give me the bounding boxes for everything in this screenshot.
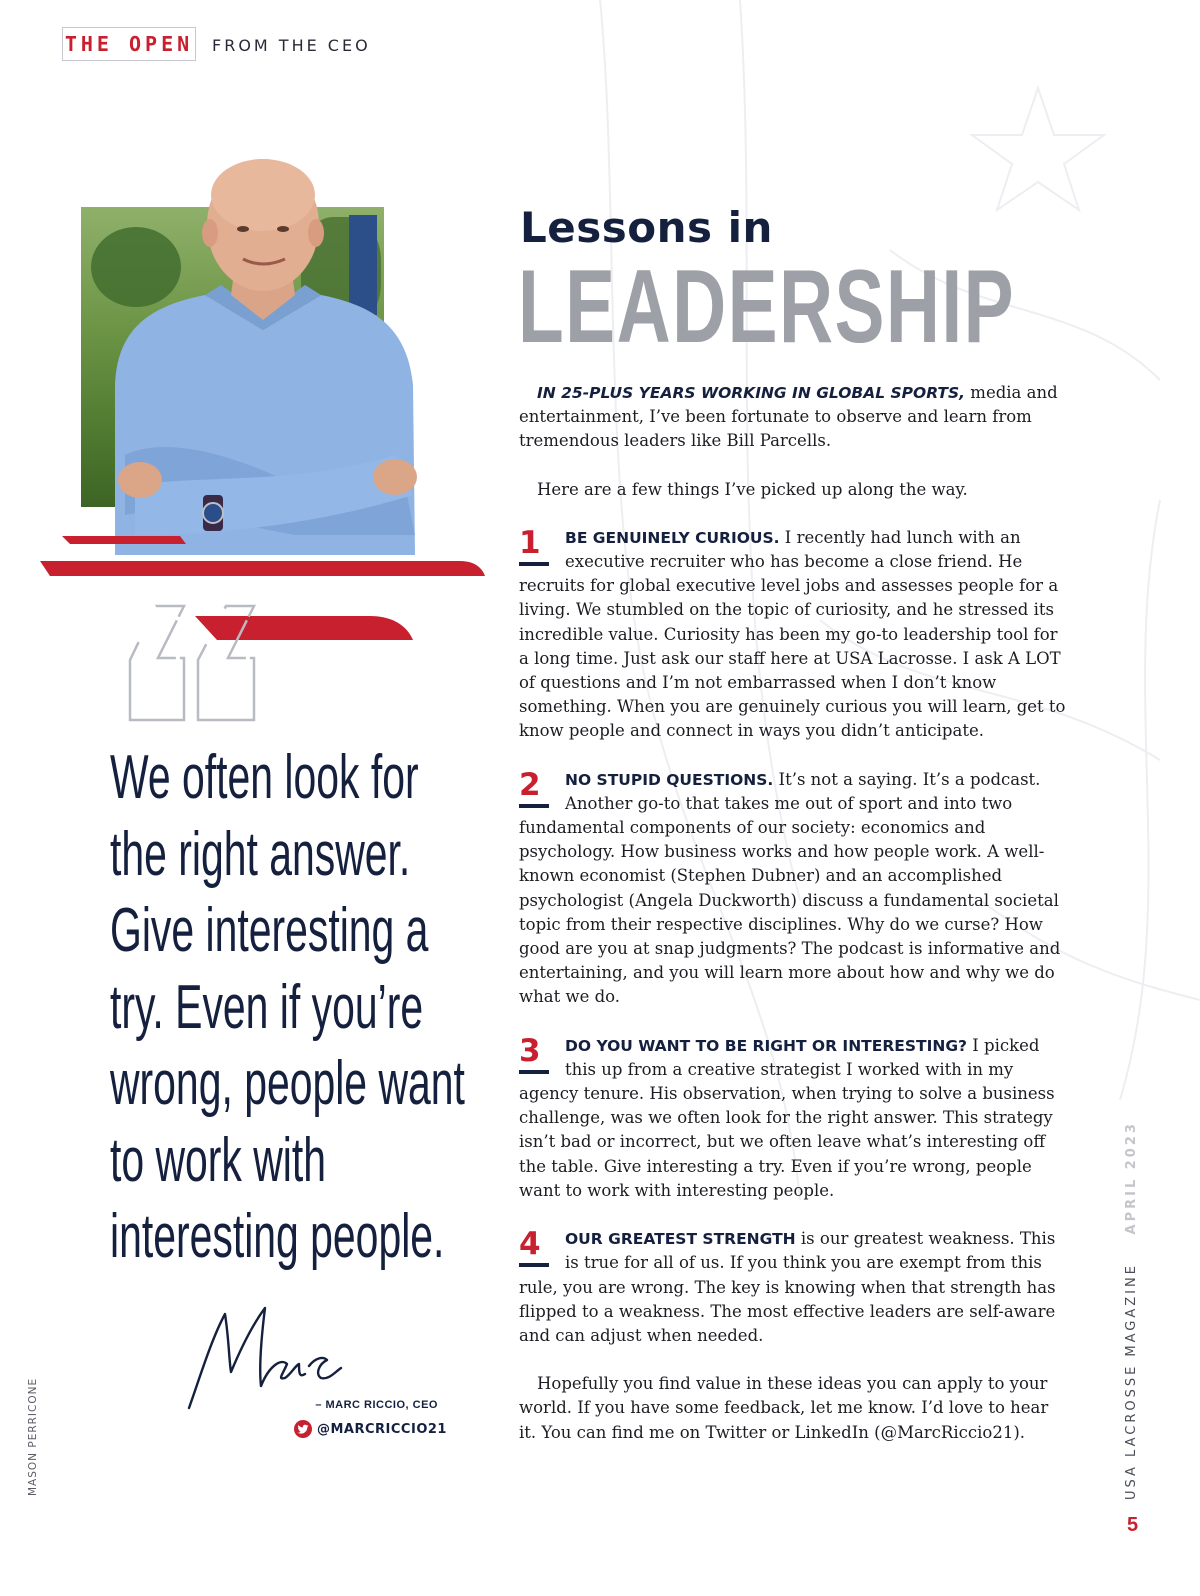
item-number-badge	[519, 1226, 549, 1273]
lead-paragraph	[519, 381, 1070, 454]
item-heading: NO STUPID QUESTIONS.	[565, 770, 774, 789]
list-item	[519, 768, 1070, 1010]
list-item	[519, 1034, 1070, 1203]
pull-quote-line: the right answer.	[110, 819, 411, 889]
issue-date: APRIL 2023	[1124, 1121, 1139, 1235]
pull-quote-line: to work with	[110, 1125, 327, 1195]
pull-quote-line: interesting people.	[110, 1202, 445, 1271]
ceo-portrait-photo	[95, 155, 430, 555]
item-number-badge	[519, 524, 549, 572]
item-number-badge	[519, 1032, 549, 1080]
item-number: 1	[519, 524, 541, 561]
article-title-main: LEADERSHIP	[518, 249, 1016, 365]
article-title-top: Lessons in	[520, 203, 773, 252]
twitter-handle[interactable]	[294, 1418, 447, 1440]
page-number: 5	[1127, 1514, 1139, 1536]
item-number: 2	[519, 766, 541, 803]
closing-paragraph: Hopefully you find value in these ideas you can apply to your world. If you have some feedback, let me know. I’d love to hear it. You can find me on Twitter or LinkedIn (@MarcRiccio21).	[519, 1374, 1049, 1442]
quote-mark-icon	[128, 602, 260, 724]
magazine-issue-label	[1124, 1121, 1139, 1500]
item-number: 3	[519, 1032, 541, 1069]
item-number-badge	[519, 766, 549, 814]
item-text: I picked this up from a creative strategist I worked with in my agency tenure. His observation, when trying to solve a business challenge, was we often look for the right answer. This strategy isn’t bad or incorrect, but we often leave what’s interesting off the table. Give interesting a try. Even if you’re wrong, people want to work with interesting people.	[519, 1035, 1055, 1200]
item-heading: BE GENUINELY CURIOUS.	[565, 528, 780, 547]
pull-quote-line: Give interesting a	[110, 896, 429, 965]
article-body	[519, 381, 1070, 1445]
lead-caps: IN 25-PLUS YEARS WORKING IN GLOBAL SPORTS,	[537, 384, 966, 402]
item-heading: DO YOU WANT TO BE RIGHT OR INTERESTING?	[565, 1036, 968, 1055]
pull-quote-line: try. Even if you’re	[110, 972, 424, 1042]
item-text: I recently had lunch with an executive recruiter who has become a close friend. He recruits for global executive level jobs and assesses people for a living. We stumbled on the topic of curiosity, and he stressed its incredible value. Curiosity has been my go-to leadership tool for a long time. Just ask our staff here at USA Lacrosse. I ask A LOT of questions and I’m not embarrassed when I don’t know something. When you are genuinely curious you will learn, get to know people and connect in ways you didn’t anticipate.	[519, 527, 1066, 741]
twitter-bird-icon	[294, 1420, 312, 1438]
brand-logo	[62, 27, 196, 61]
twitter-handle-text: @MARCRICCIO21	[317, 1421, 447, 1437]
intro-paragraph: Here are a few things I’ve picked up along the way.	[537, 479, 968, 499]
pull-quote-line: wrong, people want	[110, 1049, 465, 1118]
item-heading: OUR GREATEST STRENGTH	[565, 1230, 796, 1249]
lead-text: media and entertainment, I’ve been fortunate to observe and learn from tremendous leaders like Bill Parcells.	[519, 383, 1058, 451]
section-label: FROM THE CEO	[212, 36, 371, 55]
byline: – MARC RICCIO, CEO	[315, 1399, 438, 1411]
list-item	[519, 1227, 1070, 1348]
magazine-name: USA LACROSSE MAGAZINE	[1124, 1263, 1139, 1500]
item-text: It’s not a saying. It’s a podcast. Another go-to that takes me out of sport and into two fundamental components of our society: economics and psychology. How business works and how people work. A well-known economist (Stephen Dubner) and an accomplished psychologist (Angela Duckworth) discuss a fundamental societal topic from their respective disciplines. Why do we curse? How good are you at snap judgments? The podcast is informative and entertaining, and you will learn more about how and why we do what we do.	[519, 769, 1061, 1007]
item-text: is our greatest weakness. This is true for all of us. If you think you are exempt from this rule, you are wrong. The key is knowing when that strength has flipped to a weakness. The most effective leaders are self-aware and can adjust when needed.	[519, 1229, 1056, 1345]
brand-name: THE OPEN	[64, 32, 194, 56]
item-number: 4	[519, 1226, 541, 1263]
list-item	[519, 526, 1070, 744]
handwritten-signature	[185, 1300, 345, 1415]
pull-quote	[110, 740, 465, 1276]
pull-quote-line: We often look for	[110, 743, 419, 812]
red-accent-stripe	[40, 530, 485, 580]
photo-credit: MASON PERRICONE	[27, 1377, 39, 1496]
